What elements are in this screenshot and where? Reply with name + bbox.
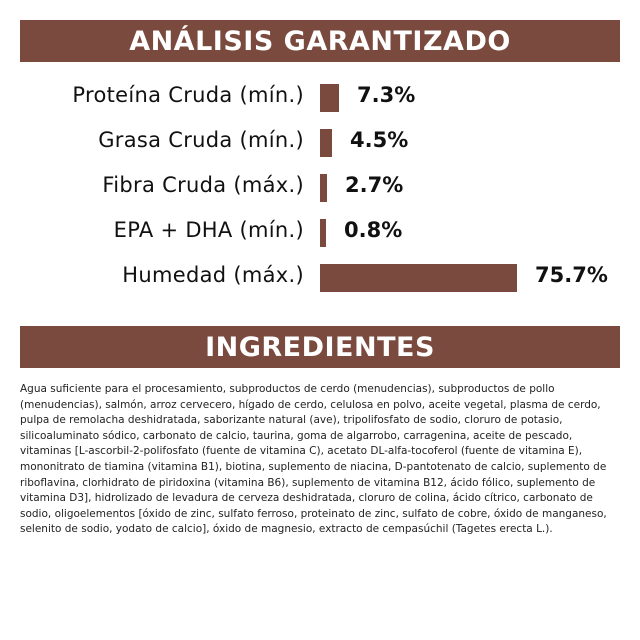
ingredients-title: INGREDIENTES: [205, 331, 435, 363]
analysis-row-epa-dha: [0, 213, 640, 255]
row-label: Fibra Cruda (máx.): [102, 173, 304, 197]
row-label: Proteína Cruda (mín.): [72, 83, 304, 107]
row-label: EPA + DHA (mín.): [113, 218, 304, 242]
row-value: 2.7%: [345, 173, 404, 197]
row-label: Humedad (máx.): [122, 263, 304, 287]
analysis-row-fiber: [0, 168, 640, 210]
analysis-title: ANÁLISIS GARANTIZADO: [129, 25, 511, 57]
row-value: 7.3%: [357, 83, 416, 107]
analysis-row-fat: [0, 123, 640, 165]
row-bar: [320, 129, 332, 157]
row-value: 4.5%: [350, 128, 409, 152]
row-bar: [320, 264, 517, 292]
analysis-title-banner: [20, 20, 620, 62]
row-value: 0.8%: [344, 218, 403, 242]
row-bar: [320, 84, 339, 112]
row-value: 75.7%: [535, 263, 608, 287]
row-label: Grasa Cruda (mín.): [98, 128, 304, 152]
analysis-row-protein: [0, 78, 640, 120]
row-bar: [320, 219, 326, 247]
ingredients-title-banner: [20, 326, 620, 368]
ingredients-text: Agua suficiente para el procesamiento, subproductos de cerdo (menudencias), subproductos de pollo (menudencias), salmón, arroz cervecero, hígado de cerdo, celulosa en polvo, aceite vegetal, plasma de cerdo, pulpa de remolacha deshidratada, saborizante natural (ave), tripolifosfato de sodio, cloruro de potasio, silicoaluminato sódico, carbonato de calcio, taurina, goma de algarrobo, carragenina, aceite de pescado, vitaminas [L-ascorbil-2-polifosfato (fuente de vitamina C), acetato DL-alfa-tocoferol (fuente de vitamina E), mononitrato de tiamina (vitamina B1), biotina, suplemento de niacina, D-pantotenato de calcio, suplemento de riboflavina, clorhidrato de piridoxina (vitamina B6), suplemento de vitamina B12, ácido fólico, suplemento de vitamina D3], hidrolizado de levadura de cerveza deshidratada, cloruro de colina, ácido cítrico, carbonato de sodio, oligoelementos [óxido de zinc, sulfato ferroso, proteinato de zinc, sulfato de cobre, óxido de manganeso, selenito de sodio, yodato de calcio], óxido de magnesio, extracto de cempasúchil (Tagetes erecta L.).: [20, 383, 607, 536]
row-bar: [320, 174, 327, 202]
analysis-row-moisture: [0, 258, 640, 300]
